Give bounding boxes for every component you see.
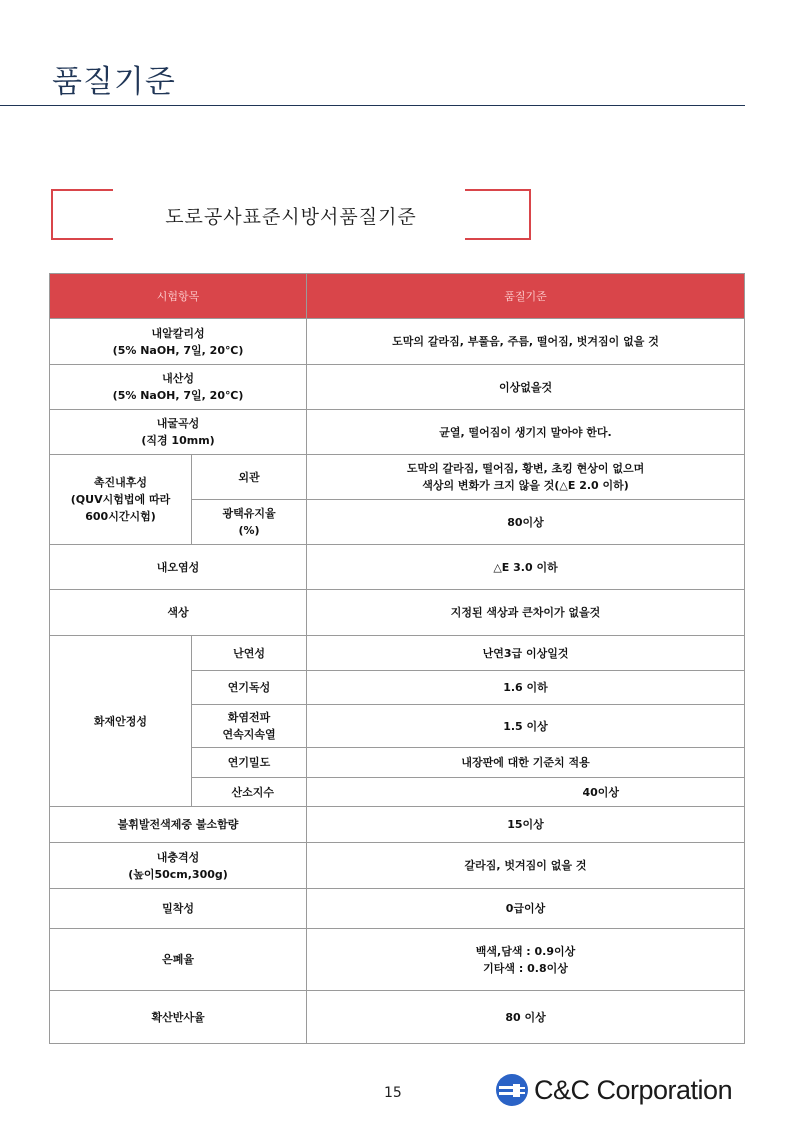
subtitle-box [51, 189, 531, 240]
row-subitem: 산소지수 [192, 778, 307, 807]
row-item: 내산성 [162, 372, 194, 385]
table-row [50, 410, 745, 455]
row-item: 내굴곡성 [156, 417, 200, 430]
row-item-note: (5% NaOH, 7일, 20℃) [112, 343, 244, 357]
row-item-note: (높이50cm,300g) [128, 867, 228, 881]
header-quality-standard: 품질기준 [307, 274, 745, 319]
row-item-note: (QUV시험법에 따라 [70, 493, 171, 506]
row-subitem-note: (%) [238, 524, 260, 537]
row-subitem: 광택유지율 [222, 507, 276, 520]
row-item-cell [50, 319, 307, 365]
row-spec: 갈라짐, 벗겨짐이 없을 것 [307, 843, 745, 889]
table-row [50, 365, 745, 410]
row-item: 불휘발전색제중 불소함량 [50, 807, 307, 843]
row-spec: 지정된 색상과 큰차이가 없을것 [307, 590, 745, 636]
row-item-cell [50, 365, 307, 410]
subtitle-box-gap-top [113, 188, 465, 192]
row-item: 촉진내후성 [93, 476, 148, 489]
quality-spec-table [49, 273, 745, 1044]
page-number: 15 [384, 1085, 402, 1101]
row-spec: 이상없을것 [307, 365, 745, 410]
subtitle-text: 도로공사표준시방서품질기준 [165, 206, 417, 228]
row-spec-line: 색상의 변화가 크지 않을 것(△E 2.0 이하) [422, 479, 629, 492]
row-item: 내알칼리성 [151, 326, 205, 340]
row-spec: 내장판에 대한 기준치 적용 [307, 748, 745, 778]
company-logo-icon [495, 1073, 529, 1107]
row-item: 은폐율 [50, 929, 307, 991]
row-spec: 도막의 갈라짐, 부풀음, 주름, 떨어짐, 벗겨짐이 없을 것 [307, 319, 745, 365]
row-spec: 균열, 떨어짐이 생기지 말아야 한다. [307, 410, 745, 455]
subtitle-box-gap-bottom [113, 237, 465, 241]
row-spec: 1.5 이상 [307, 705, 745, 748]
row-item: 내충격성 [156, 850, 200, 864]
company-logo [495, 1072, 732, 1108]
row-subitem: 연기밀도 [192, 748, 307, 778]
row-subitem: 난연성 [192, 636, 307, 671]
table-header-row [50, 274, 745, 319]
row-item: 내오염성 [50, 545, 307, 590]
row-spec: 1.6 이하 [307, 671, 745, 705]
table-row [50, 889, 745, 929]
row-spec-cell [307, 455, 745, 500]
row-item: 확산반사율 [50, 991, 307, 1044]
table-row [50, 636, 745, 671]
row-spec: 40이상 [307, 778, 745, 807]
company-name: C&C Corporation [534, 1074, 733, 1105]
table-row [50, 545, 745, 590]
row-spec: 15이상 [307, 807, 745, 843]
row-spec-line: 백색,담색 : 0.9이상 [475, 944, 576, 958]
row-subitem-cell [192, 500, 307, 545]
table-row [50, 843, 745, 889]
row-subitem: 화염전파 [227, 711, 271, 724]
row-subitem: 외관 [192, 455, 307, 500]
page-title: 품질기준 [52, 64, 176, 100]
row-spec-cell [307, 929, 745, 991]
row-subitem-cell [192, 705, 307, 748]
table-row [50, 319, 745, 365]
row-spec-line: 기타색 : 0.8이상 [483, 961, 568, 975]
title-divider [0, 105, 745, 106]
table-row [50, 929, 745, 991]
row-subitem: 연기독성 [192, 671, 307, 705]
row-spec: △E 3.0 이하 [307, 545, 745, 590]
table-row [50, 590, 745, 636]
row-spec: 난연3급 이상일것 [307, 636, 745, 671]
header-test-item: 시험항목 [50, 274, 307, 319]
row-item-cell [50, 455, 192, 545]
row-spec: 80 이상 [307, 991, 745, 1044]
row-spec-line: 도막의 갈라짐, 떨어짐, 황변, 초킹 현상이 없으며 [406, 462, 645, 475]
row-item-cell [50, 410, 307, 455]
row-item-note: (5% NaOH, 7일, 20℃) [112, 389, 244, 402]
row-item-note: 600시간시험) [85, 510, 156, 523]
row-item: 색상 [50, 590, 307, 636]
row-item-cell [50, 843, 307, 889]
table-row [50, 807, 745, 843]
table-row [50, 991, 745, 1044]
row-spec: 80이상 [307, 500, 745, 545]
row-item: 화재안정성 [50, 636, 192, 807]
row-item: 밀착성 [50, 889, 307, 929]
row-subitem: 연속지속열 [222, 728, 276, 741]
table-row [50, 455, 745, 500]
row-item-note: (직경 10mm) [141, 434, 215, 447]
row-spec: 0급이상 [307, 889, 745, 929]
